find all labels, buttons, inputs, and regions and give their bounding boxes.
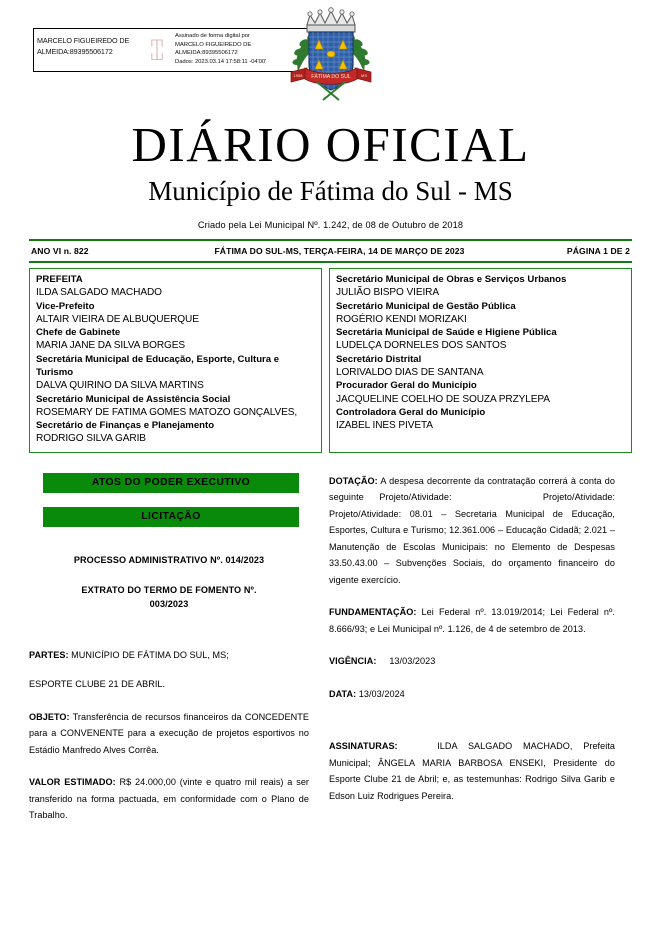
official-title: Secretário Municipal de Gestão Pública — [336, 300, 516, 312]
official-name: MARIA JANE DA SILVA BORGES — [36, 340, 186, 352]
dotacao-label: DOTAÇÃO: — [329, 475, 378, 486]
official-title: Vice-Prefeito — [36, 300, 95, 312]
masthead-subtitle: Município de Fátima do Sul - MS — [148, 176, 513, 206]
objeto-text: Transferência de recursos financeiros da CONCEDENTE para a CONVENENTE para a execução de projetos esportivos no Estádio Manfredo Alves Corrêa. — [29, 711, 309, 755]
official-title: Secretário Municipal de Obras e Serviços Urbanos — [336, 274, 567, 285]
header-top-area — [29, 0, 632, 110]
official-entry — [336, 273, 626, 300]
official-title: Secretária Municipal de Educação, Esporte, Cultura e Turismo — [36, 353, 280, 379]
signature-signer-block — [34, 29, 151, 71]
officials-box-right — [329, 268, 632, 453]
official-entry — [36, 393, 316, 420]
svg-text:FÁTIMA DO SUL: FÁTIMA DO SUL — [310, 74, 351, 80]
official-entry — [36, 300, 316, 327]
official-entry — [336, 379, 626, 406]
official-entry — [36, 353, 316, 393]
official-name: JULIÃO BISPO VIEIRA — [336, 287, 439, 299]
column-right — [329, 473, 615, 824]
paragraph-partes — [29, 647, 309, 664]
signature-detail-block — [173, 29, 268, 71]
paragraph-objeto — [29, 709, 309, 759]
extract-heading — [29, 583, 309, 611]
signature-detail-line4: Dados: 2023.03.14 17:58:11 -04'00' — [175, 58, 267, 65]
signature-flourish-icon: ⑄ — [148, 34, 166, 67]
official-title: Secretária Municipal de Saúde e Higiene Pública — [336, 327, 557, 339]
fundamentacao-text: Lei Federal nº. 13.019/2014; Lei Federal nº. 8.666/93; e Lei Municipal nº. 1.126, de 4 de setembro de 2013. — [329, 607, 615, 634]
official-entry — [336, 353, 626, 380]
dotacao-text2: Projeto/Atividade: — [542, 492, 616, 503]
paragraph-partes-second — [29, 676, 309, 693]
coat-of-arms-icon — [283, 2, 379, 106]
official-name: ALTAIR VIEIRA DE ALBUQUERQUE — [36, 313, 199, 325]
paragraph-vigencia — [329, 653, 615, 670]
infobar-place-date: FÁTIMA DO SUL-MS, TERÇA-FEIRA, 14 DE MARÇO DE 2023 — [214, 246, 465, 256]
partes-text: MUNICÍPIO DE FÁTIMA DO SUL, MS; — [71, 649, 229, 660]
masthead — [29, 118, 632, 233]
official-name: LUDELÇA DORNELES DOS SANTOS — [336, 340, 507, 352]
official-entry — [336, 326, 626, 353]
infobar-page: PÁGINA 1 DE 2 — [566, 246, 630, 256]
partes-label: PARTES: — [29, 649, 69, 660]
valor-text: R$ 24.000,00 (vinte e quatro mil reais) a ser transferido na forma pactuada, em conformidade com o Plano de Trabalho. — [29, 777, 310, 821]
fundamentacao-label: FUNDAMENTAÇÃO: — [329, 607, 417, 618]
signature-detail-line1: Assinado de forma digital por — [175, 33, 250, 39]
valor-label: VALOR ESTIMADO: — [29, 777, 116, 788]
svg-text:1958: 1958 — [293, 73, 302, 78]
official-title: Chefe de Gabinete — [36, 327, 121, 339]
officials-box-left — [29, 268, 322, 453]
assinaturas-label: ASSINATURAS: — [329, 741, 398, 752]
official-name: RODRIGO SILVA GARIB — [36, 433, 146, 445]
official-name: LORIVALDO DIAS DE SANTANA — [336, 367, 484, 379]
data-label: DATA: — [329, 688, 357, 699]
official-name: ILDA SALGADO MACHADO — [36, 287, 162, 299]
paragraph-valor-estimado — [29, 774, 309, 824]
partes-second-text: ESPORTE CLUBE 21 DE ABRIL. — [29, 679, 166, 690]
official-entry — [36, 326, 316, 353]
paragraph-dotacao — [329, 473, 615, 589]
page-title: DIÁRIO OFICIAL — [131, 117, 530, 172]
official-name: ROGÉRIO KENDI MORIZAKI — [336, 313, 467, 325]
infobar — [29, 241, 632, 261]
objeto-label: OBJETO: — [29, 711, 70, 722]
official-entry — [336, 300, 626, 327]
infobar-year-issue: ANO VI n. 822 — [31, 246, 89, 256]
vigencia-value: 13/03/2023 — [389, 656, 436, 667]
vigencia-label: VIGÊNCIA: — [329, 656, 377, 667]
dotacao-text3: Projeto/Atividade: 08.01 – Secretaria Municipal de Educação, Esportes, Cultura e Turismo; 12.361.006 – Educação Cidadã; 2.021 – Manutenção de Escolas Municipais: no Elemento de Despesas 33.50.43.00 – Subvenções Sociais, do orçamento financeiro do vigente exercício. — [329, 508, 615, 585]
official-entry — [336, 406, 626, 433]
official-title: Secretário Municipal de Assistência Social — [36, 393, 231, 405]
signature-detail-line2: MARCELO FIGUEIREDO DE — [175, 41, 252, 48]
officials-section — [29, 268, 632, 453]
svg-text:MS: MS — [360, 73, 367, 78]
extract-heading-line1: EXTRATO DO TERMO DE FOMENTO Nº. — [81, 584, 257, 595]
official-title: Controladora Geral do Município — [336, 407, 486, 419]
official-name: JACQUELINE COELHO DE SOUZA PRZYLEPA — [336, 393, 550, 405]
masthead-law-line: Criado pela Lei Municipal Nº. 1.242, de 08 de Outubro de 2018 — [197, 220, 464, 230]
assinaturas-text: ILDA SALGADO MACHADO, Prefeita Municipal; ÂNGELA MARIA BARBOSA ENSEKI, Presidente do Esporte Clube 21 de Abril; e, as testemunhas: Rodrigo Silva Garib e Edson Luiz Rodrigues Pereira. — [329, 741, 615, 801]
paragraph-fundamentacao — [329, 604, 615, 637]
official-entry — [36, 419, 316, 446]
official-title: Secretário Distrital — [336, 353, 422, 365]
section-banner-licitacao: LICITAÇÃO — [43, 507, 299, 527]
paragraph-data — [329, 686, 615, 703]
paragraph-assinaturas — [329, 738, 615, 804]
dotacao-text: A despesa decorrente da contratação correrá à conta do seguinte Projeto/Atividade: — [329, 475, 615, 503]
section-banner-atos-poder-executivo: ATOS DO PODER EXECUTIVO — [43, 473, 299, 493]
data-value: 13/03/2024 — [358, 688, 405, 699]
official-name: DALVA QUIRINO DA SILVA MARTINS — [36, 380, 204, 392]
column-left — [29, 473, 309, 824]
signature-signer-line1: MARCELO FIGUEIREDO DE — [37, 36, 130, 45]
official-name: IZABEL INES PIVETA — [336, 420, 433, 432]
signature-signer-line2: ALMEIDA:89395506172 — [37, 47, 113, 56]
content-columns — [29, 473, 632, 824]
digital-signature-stamp — [33, 28, 315, 72]
extract-heading-line2: 003/2023 — [149, 598, 189, 609]
official-title: PREFEITA — [36, 274, 83, 285]
official-name: ROSEMARY DE FATIMA GOMES MATOZO GONÇALVES, — [36, 406, 298, 418]
official-title: Secretário de Finanças e Planejamento — [36, 420, 215, 432]
official-entry — [36, 273, 316, 300]
official-title: Procurador Geral do Município — [336, 380, 477, 392]
process-heading: PROCESSO ADMINISTRATIVO Nº. 014/2023 — [73, 554, 265, 565]
signature-detail-line3: ALMEIDA:89395506172 — [175, 50, 238, 57]
infobar-rule-bottom — [29, 261, 632, 263]
